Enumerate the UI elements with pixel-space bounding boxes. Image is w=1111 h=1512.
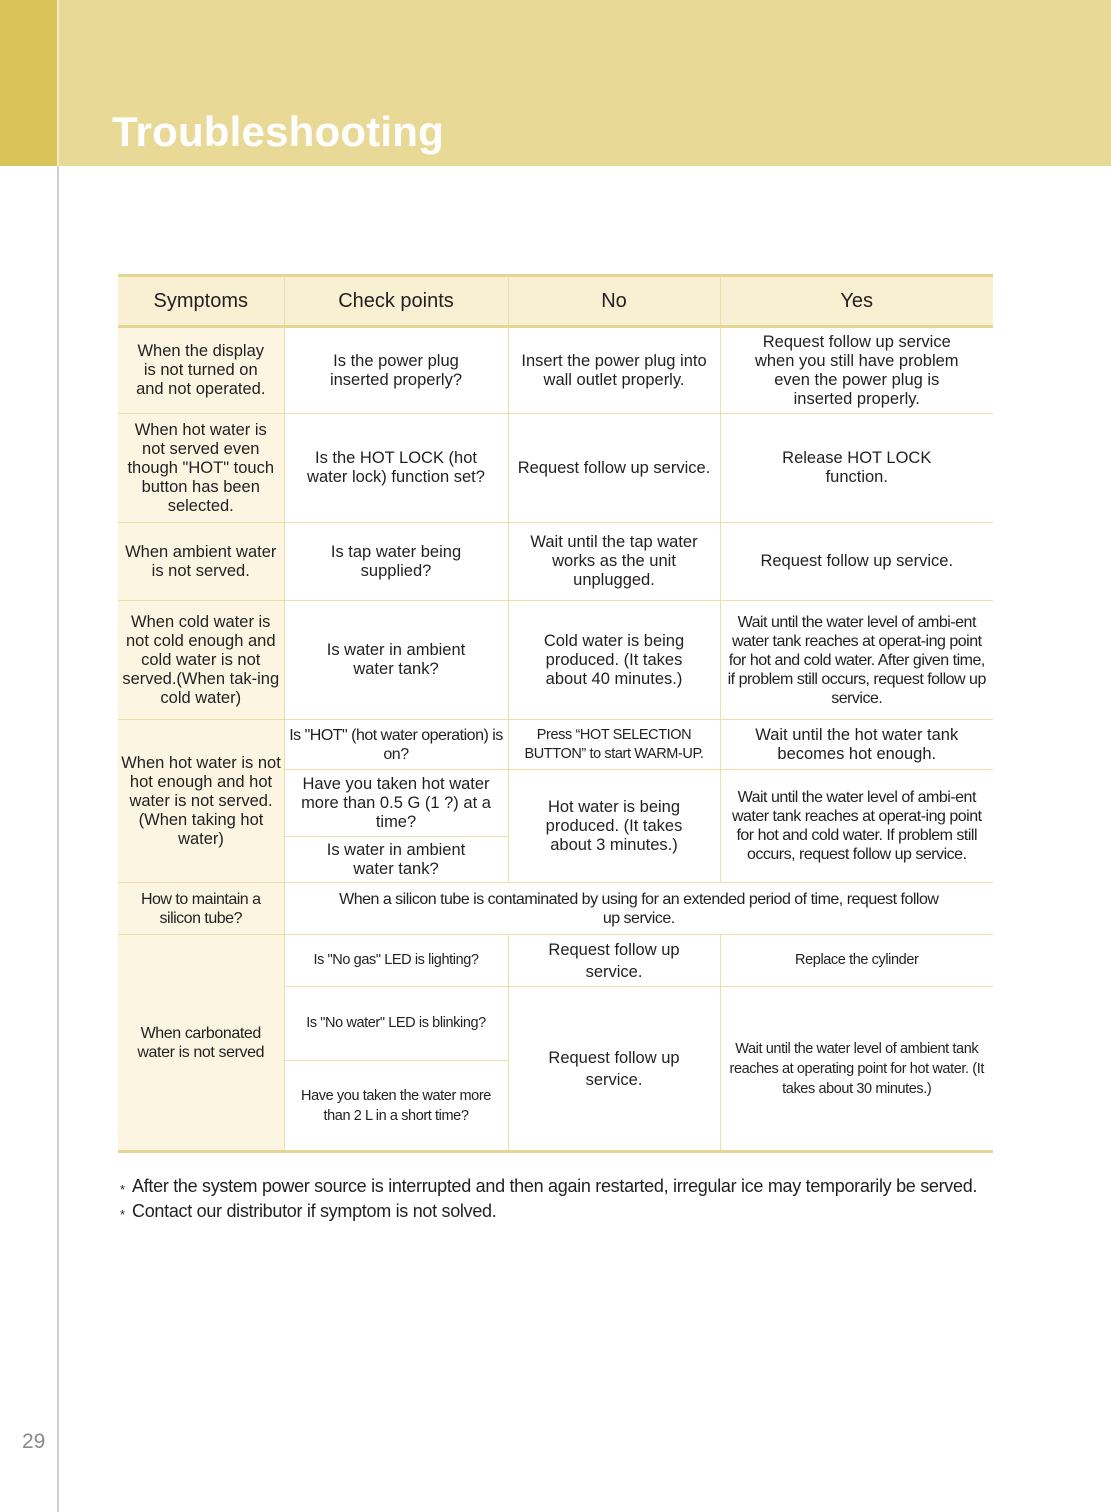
symptom-text: When the display is not turned on and not operated. bbox=[136, 342, 266, 398]
no-text: Request follow up service. bbox=[548, 940, 680, 981]
check-text: Is "No water" LED is blinking? bbox=[306, 1015, 486, 1031]
page-title: Troubleshooting bbox=[112, 108, 444, 155]
table-row bbox=[118, 720, 993, 770]
asterisk-icon: * bbox=[120, 1182, 125, 1197]
no-cell bbox=[508, 414, 720, 523]
no-cell bbox=[508, 770, 720, 883]
no-text: Cold water is being produced. (It takes about 40 minutes.) bbox=[543, 631, 685, 688]
yes-cell bbox=[720, 987, 993, 1152]
check-cell bbox=[284, 720, 508, 770]
table-row bbox=[118, 327, 993, 414]
check-cell bbox=[284, 837, 508, 883]
yes-text: Release HOT LOCK function. bbox=[782, 449, 932, 486]
symptom-cell bbox=[118, 414, 284, 523]
check-text: Have you taken hot water more than 0.5 G (1 ?) at a time? bbox=[301, 774, 491, 831]
no-cell bbox=[508, 720, 720, 770]
header-no: No bbox=[508, 276, 720, 327]
table-row bbox=[118, 883, 993, 935]
symptom-text: When carbonated water is not served bbox=[137, 1024, 265, 1061]
table-row bbox=[118, 935, 993, 987]
table-row bbox=[118, 414, 993, 523]
no-text: Request follow up service. bbox=[548, 1048, 680, 1089]
check-cell bbox=[284, 414, 508, 523]
no-text: Wait until the tap water works as the unit unplugged. bbox=[530, 533, 698, 589]
no-cell bbox=[508, 935, 720, 987]
symptom-cell bbox=[118, 883, 284, 935]
no-cell bbox=[508, 523, 720, 601]
symptom-cell bbox=[118, 327, 284, 414]
yes-text: Wait until the water level of ambient tank reaches at operating point for hot water. (It takes about 30 minutes.) bbox=[729, 1040, 984, 1097]
symptom-cell bbox=[118, 935, 284, 1152]
header-check-points: Check points bbox=[284, 276, 508, 327]
check-text: Have you taken the water more than 2 L in a short time? bbox=[301, 1087, 491, 1124]
symptom-cell bbox=[118, 601, 284, 720]
footnote-text: Contact our distributor if symptom is not solved. bbox=[132, 1201, 497, 1221]
no-text: Request follow up service. bbox=[517, 458, 711, 477]
symptom-text: When ambient water is not served. bbox=[125, 542, 277, 580]
asterisk-icon: * bbox=[120, 1207, 125, 1222]
yes-text: Request follow up service when you still have problem even the power plug is inserted properly. bbox=[754, 332, 959, 408]
check-text: Is water in ambient water tank? bbox=[326, 641, 466, 678]
header-yes: Yes bbox=[720, 276, 993, 327]
symptom-cell bbox=[118, 523, 284, 601]
check-cell bbox=[284, 601, 508, 720]
yes-cell bbox=[720, 935, 993, 987]
yes-text: Wait until the hot water tank becomes hot enough. bbox=[755, 725, 959, 763]
check-cell bbox=[284, 770, 508, 837]
footnote bbox=[120, 1176, 1000, 1197]
table-row bbox=[118, 523, 993, 601]
check-cell bbox=[284, 935, 508, 987]
yes-cell bbox=[720, 523, 993, 601]
check-text: Is "No gas" LED is lighting? bbox=[313, 952, 479, 968]
symptom-cell bbox=[118, 720, 284, 883]
troubleshooting-table bbox=[118, 274, 993, 1153]
check-cell bbox=[284, 523, 508, 601]
no-cell bbox=[508, 601, 720, 720]
yes-cell bbox=[720, 720, 993, 770]
merged-text: When a silicon tube is contaminated by using for an extended period of time, request follow up service. bbox=[339, 890, 939, 927]
yes-text: Request follow up service. bbox=[760, 552, 954, 570]
no-text: Hot water is being produced. (It takes about 3 minutes.) bbox=[545, 797, 683, 854]
check-text: Is water in ambient water tank? bbox=[326, 840, 466, 878]
yes-cell bbox=[720, 414, 993, 523]
symptom-text: How to maintain a silicon tube? bbox=[140, 890, 261, 927]
header-symptoms: Symptoms bbox=[118, 276, 284, 327]
yes-text: Wait until the water level of ambi-ent water tank reaches at operat-ing point for hot and cold water. After given time, if problem still occurs, request follow up service. bbox=[727, 613, 986, 707]
merged-answer-cell bbox=[284, 883, 993, 935]
table-header-row bbox=[118, 276, 993, 327]
yes-text: Replace the cylinder bbox=[795, 952, 919, 968]
no-cell bbox=[508, 987, 720, 1152]
no-text: Insert the power plug into wall outlet properly. bbox=[521, 351, 707, 389]
table-row bbox=[118, 601, 993, 720]
symptom-text: When cold water is not cold enough and cold water is not served.(When tak-ing cold water) bbox=[122, 612, 280, 707]
yes-text: Wait until the water level of ambi-ent water tank reaches at operat-ing point for hot and cold water. If problem still occurs, request follow up service. bbox=[731, 789, 982, 863]
yes-cell bbox=[720, 770, 993, 883]
footnote-text: After the system power source is interrupted and then again restarted, irregular ice may temporarily be served. bbox=[132, 1176, 978, 1196]
no-text: Press “HOT SELECTION BUTTON” to start WARM-UP. bbox=[524, 726, 704, 762]
symptom-text: When hot water is not served even though "HOT" touch button has been selected. bbox=[127, 420, 275, 515]
footnotes bbox=[120, 1176, 1000, 1226]
header-divider bbox=[57, 0, 59, 166]
check-text: Is "HOT" (hot water operation) is on? bbox=[289, 726, 503, 763]
no-cell bbox=[508, 327, 720, 414]
symptom-text: When hot water is not hot enough and hot water is not served. (When taking hot water) bbox=[121, 753, 281, 848]
check-text: Is the power plug inserted properly? bbox=[329, 351, 463, 389]
check-text: Is tap water being supplied? bbox=[330, 542, 462, 580]
yes-cell bbox=[720, 327, 993, 414]
left-accent-strip bbox=[0, 0, 57, 166]
check-cell bbox=[284, 987, 508, 1061]
check-cell bbox=[284, 1061, 508, 1152]
check-cell bbox=[284, 327, 508, 414]
page-number: 29 bbox=[22, 1430, 46, 1453]
yes-cell bbox=[720, 601, 993, 720]
footnote bbox=[120, 1201, 1000, 1222]
check-text: Is the HOT LOCK (hot water lock) function set? bbox=[307, 449, 485, 486]
left-margin-rule bbox=[57, 0, 59, 1512]
